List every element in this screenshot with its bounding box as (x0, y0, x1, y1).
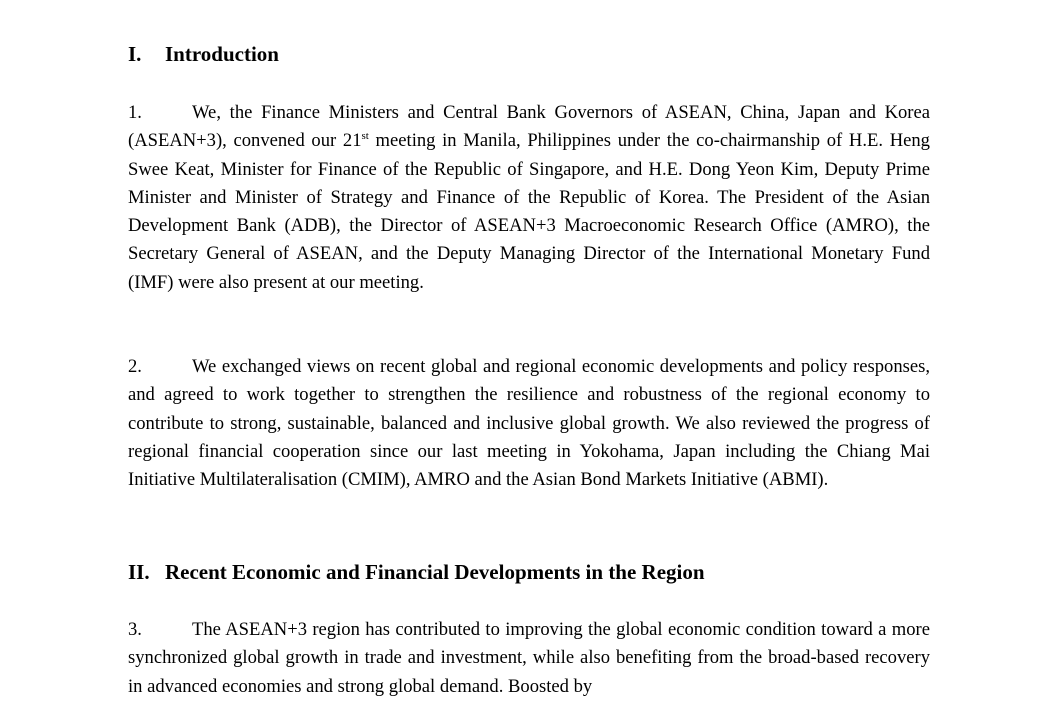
section-heading-introduction (128, 40, 279, 68)
paragraph-text: The ASEAN+3 region has contributed to improving the global economic condition toward a more synchronized global growth in trade and investment, while also benefiting from the broad-based recovery in advanced economies and strong global demand. Boosted by (128, 619, 930, 697)
paragraph-text-part-a: We, the Finance Ministers and Central Bank Governors of ASEAN, China, Japan and Korea (ASEAN+3), convened our 21 (128, 102, 930, 152)
paragraph-number: 3. (128, 619, 142, 640)
section-heading-recent-developments (128, 558, 705, 586)
paragraph-3 (128, 616, 930, 701)
section-title: Recent Economic and Financial Developments in the Region (165, 560, 705, 584)
section-number: II. (128, 560, 150, 584)
ordinal-superscript: st (361, 130, 369, 143)
paragraph-number: 1. (128, 102, 142, 123)
paragraph-1 (128, 99, 930, 297)
paragraph-2 (128, 353, 930, 494)
paragraph-number: 2. (128, 356, 142, 377)
paragraph-text: We exchanged views on recent global and regional economic developments and policy responses, and agreed to work together to strengthen the resilience and robustness of the regional economy to contribute to strong, sustainable, balanced and inclusive global growth. We also reviewed the progress of regional financial cooperation since our last meeting in Yokohama, Japan including the Chiang Mai Initiative Multilateralisation (CMIM), AMRO and the Asian Bond Markets Initiative (ABMI). (128, 356, 930, 491)
paragraph-text-part-b: meeting in Manila, Philippines under the co-chairmanship of H.E. Heng Swee Keat, Minister for Finance of the Republic of Singapore, and H.E. Dong Yeon Kim, Deputy Prime Minister and Minister of Strategy and Finance of the Republic of Korea. The President of the Asian Development Bank (ADB), the Director of ASEAN+3 Macroeconomic Research Office (AMRO), the Secretary General of ASEAN, and the Deputy Managing Director of the International Monetary Fund (IMF) were also present at our meeting. (128, 130, 930, 293)
section-title: Introduction (165, 42, 279, 66)
section-number: I. (128, 42, 142, 66)
